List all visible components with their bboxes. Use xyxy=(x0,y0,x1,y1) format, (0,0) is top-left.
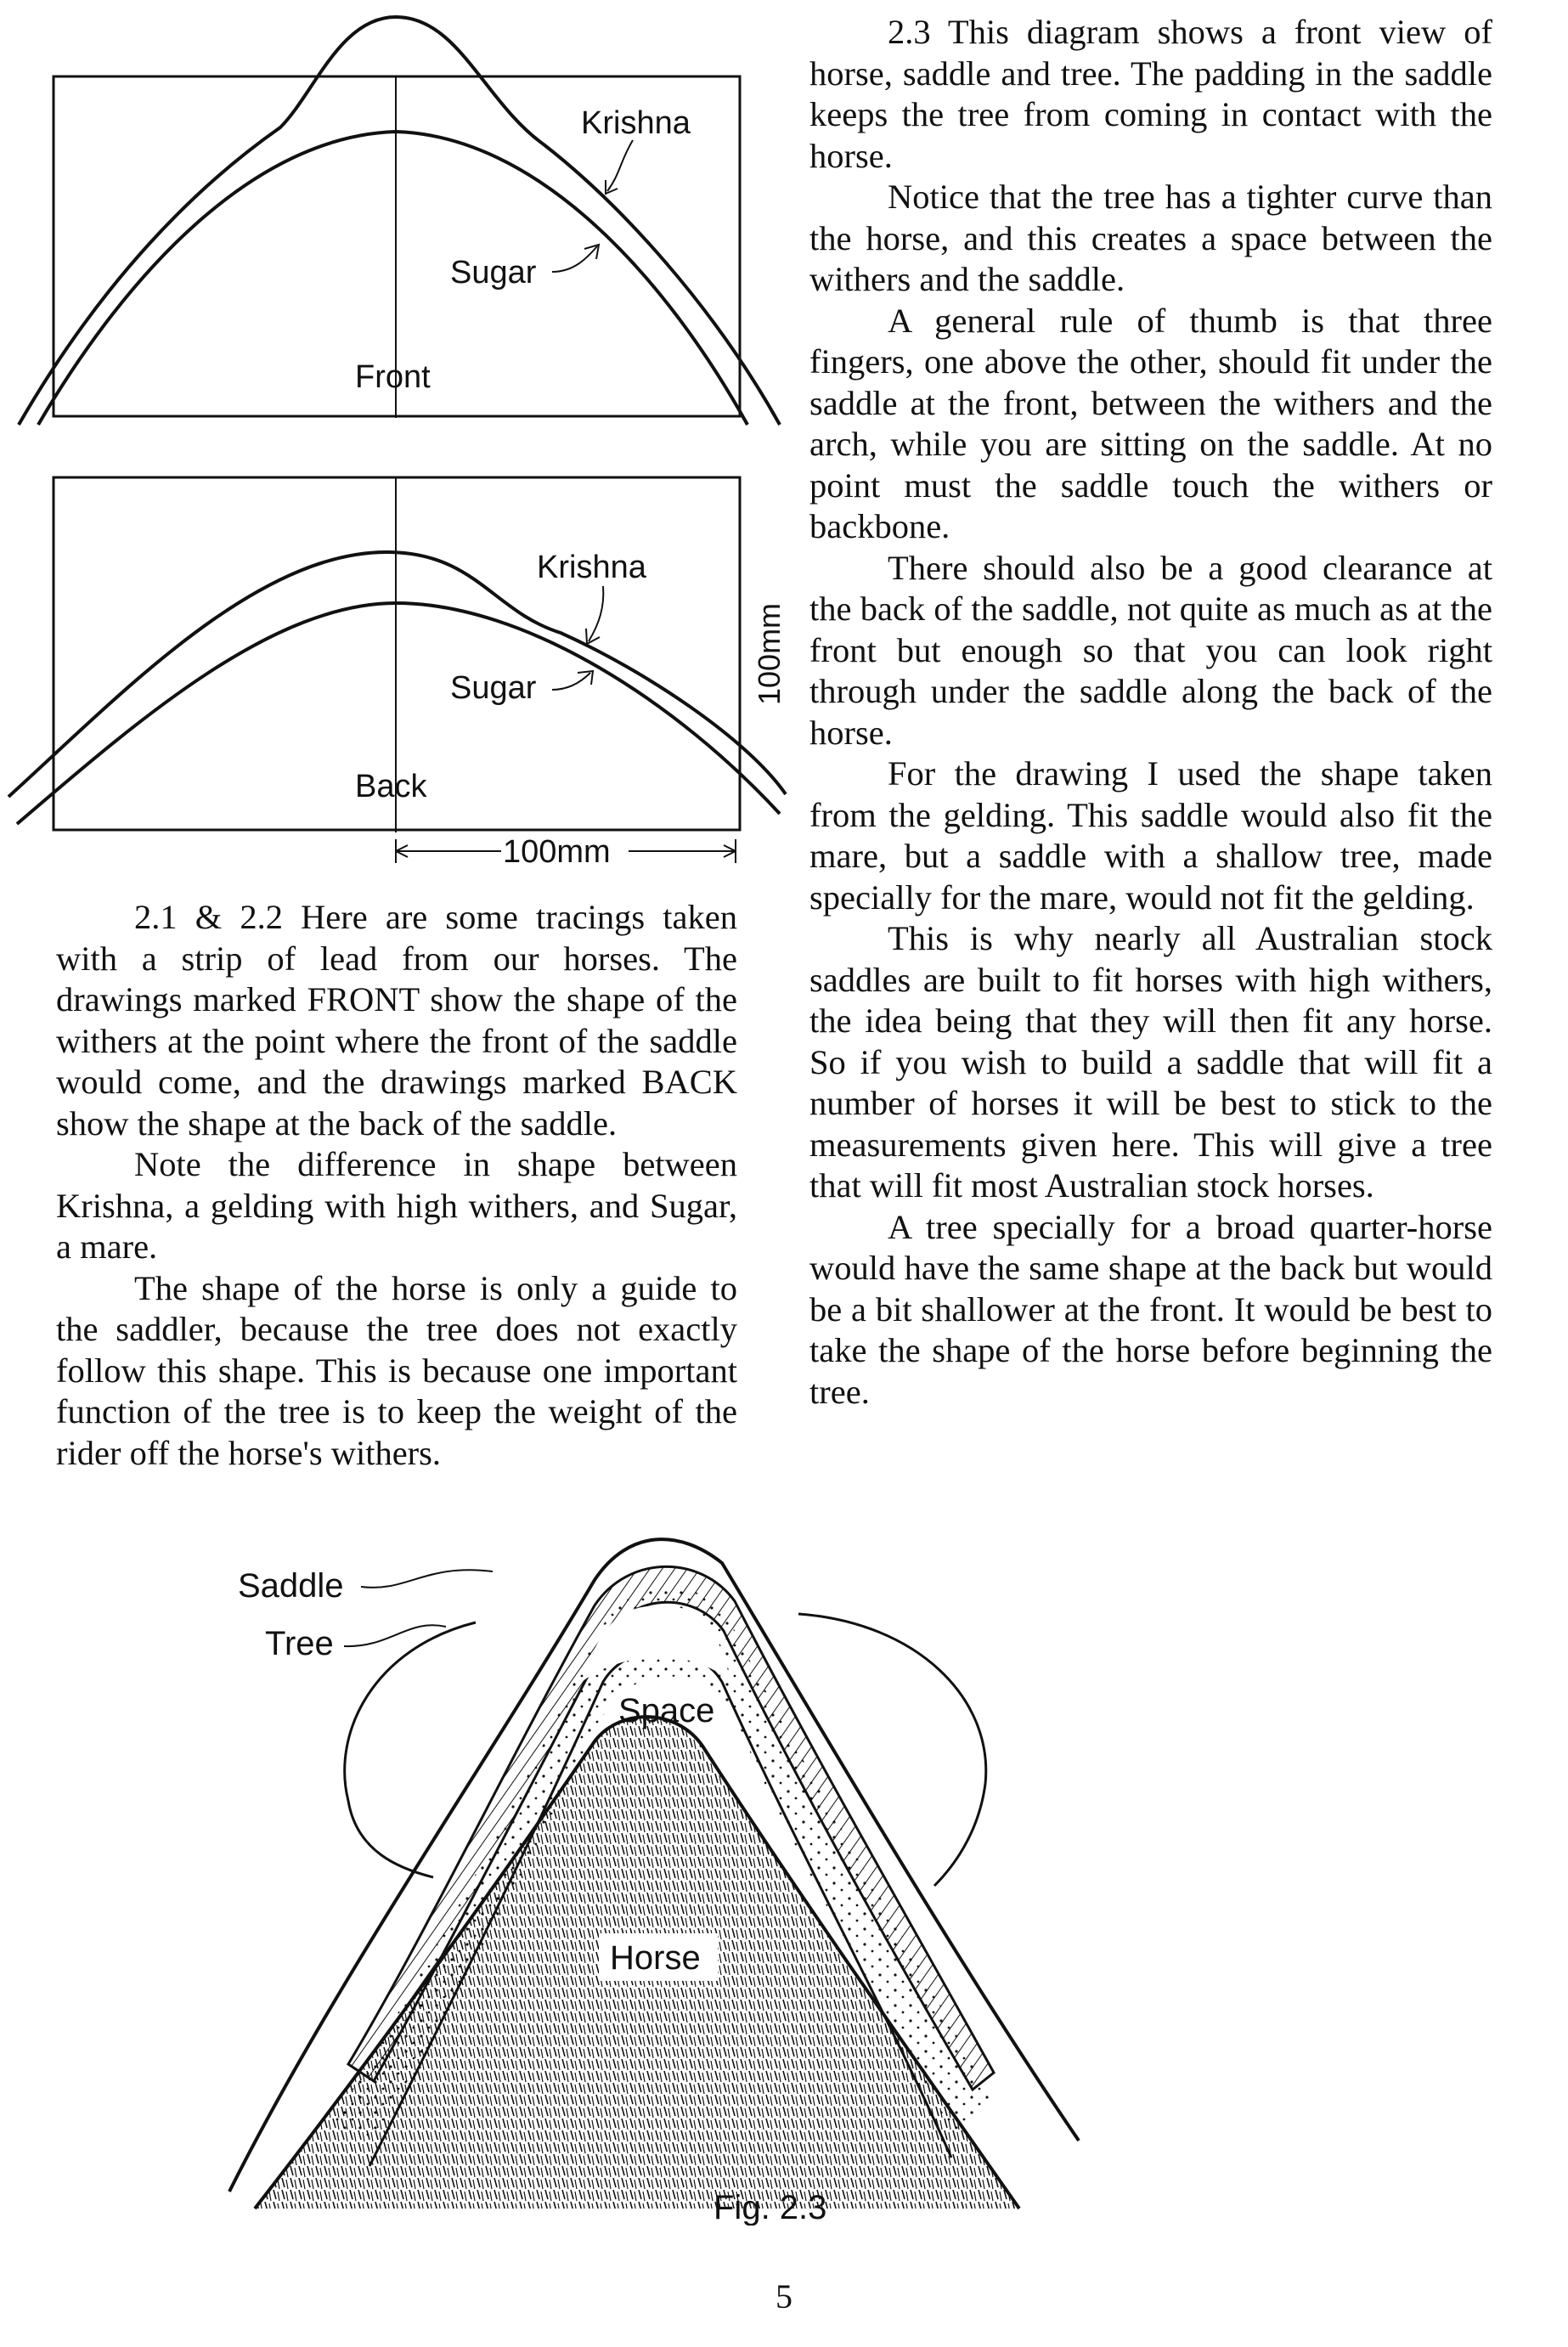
saddle-tree-diagram xyxy=(204,1512,1274,2226)
caption-right-paragraph: Notice that the tree has a tighter curve than the horse, and this creates a space between the withers and the saddle. xyxy=(809,178,1492,298)
caption-left-paragraph: 2.1 & 2.2 Here are some tracings taken with a strip of lead from our horses. The drawings marked FRONT show the shape of the withers at the point where the front of the saddle would come, and the drawings marked BACK show the shape at the back of the saddle. xyxy=(56,898,737,1142)
caption-right-paragraph: There should also be a good clearance at the back of the saddle, not quite as much as at the front but enough so that you can look right through under the saddle along the back of the horse. xyxy=(809,548,1492,752)
caption-right-paragraph: A tree specially for a broad quarter-horse would have the same shape at the back but would be a bit shallower at the front. It would be best to take the shape of the horse before beginning the tree. xyxy=(809,1207,1492,1411)
width-dimension-label: 100mm xyxy=(503,834,611,870)
back-krishna-label: Krishna xyxy=(537,550,646,585)
tree-label: Tree xyxy=(265,1625,334,1662)
caption-left-paragraph: The shape of the horse is only a guide to the saddler, because the tree does not exactly follow this shape. This is because one important function of the tree is to keep the weight of the rider off the horse's withers. xyxy=(56,1268,737,1472)
saddle-leader-line xyxy=(361,1570,493,1588)
page-number: 5 xyxy=(776,2277,792,2316)
back-height-label: 100mm xyxy=(752,602,787,705)
tree-leader-line xyxy=(344,1625,446,1646)
front-krishna-label: Krishna xyxy=(581,105,691,141)
caption-right-paragraph: This is why nearly all Australian stock saddles are built to fit horses with high withers, the idea being that they will then fit any horse. So if you wish to build a saddle that will fit a number of horses it will be best to stick to the measurements given here. This will give a tree that will fit most Australian stock horses. xyxy=(809,919,1492,1205)
space-label: Space xyxy=(618,1692,715,1729)
saddle-label: Saddle xyxy=(238,1567,344,1605)
back-tracing-figure xyxy=(0,459,798,900)
figure-caption: Fig. 2.3 xyxy=(713,2189,827,2226)
front-tracing-figure xyxy=(0,0,798,442)
back-krishna-arrow xyxy=(586,586,603,644)
width-dimension-left-arrow xyxy=(396,845,501,857)
caption-left-paragraph: Note the difference in shape between Krishna, a gelding with high withers, and Sugar, a mare. xyxy=(56,1145,737,1266)
figure-caption-right xyxy=(809,12,1492,1413)
back-sugar-label: Sugar xyxy=(450,670,537,706)
front-krishna-arrow xyxy=(606,140,633,194)
front-label: Front xyxy=(355,359,431,395)
front-sugar-label: Sugar xyxy=(450,255,537,291)
caption-right-paragraph: For the drawing I used the shape taken from the gelding. This saddle would also fit the mare, but a saddle with a shallow tree, made specially for the mare, would not fit the gelding. xyxy=(809,754,1492,917)
krishna-back-curve xyxy=(8,552,786,797)
left-saddle-flap xyxy=(345,1622,476,1877)
front-sugar-arrow xyxy=(552,245,599,272)
back-label: Back xyxy=(355,769,427,804)
figure-caption-left xyxy=(56,897,737,1474)
width-dimension-right-arrow xyxy=(629,845,736,857)
back-sugar-arrow xyxy=(552,671,593,690)
caption-right-paragraph: A general rule of thumb is that three fingers, one above the other, should fit under the saddle at the front, between the withers and the arch, while you are sitting on the saddle. At no point must the saddle touch the withers or backbone. xyxy=(809,301,1492,545)
caption-right-paragraph: 2.3 This diagram shows a front view of horse, saddle and tree. The padding in the saddle keeps the tree from coming in contact with the horse. xyxy=(809,13,1492,175)
horse-label: Horse xyxy=(610,1939,701,1977)
